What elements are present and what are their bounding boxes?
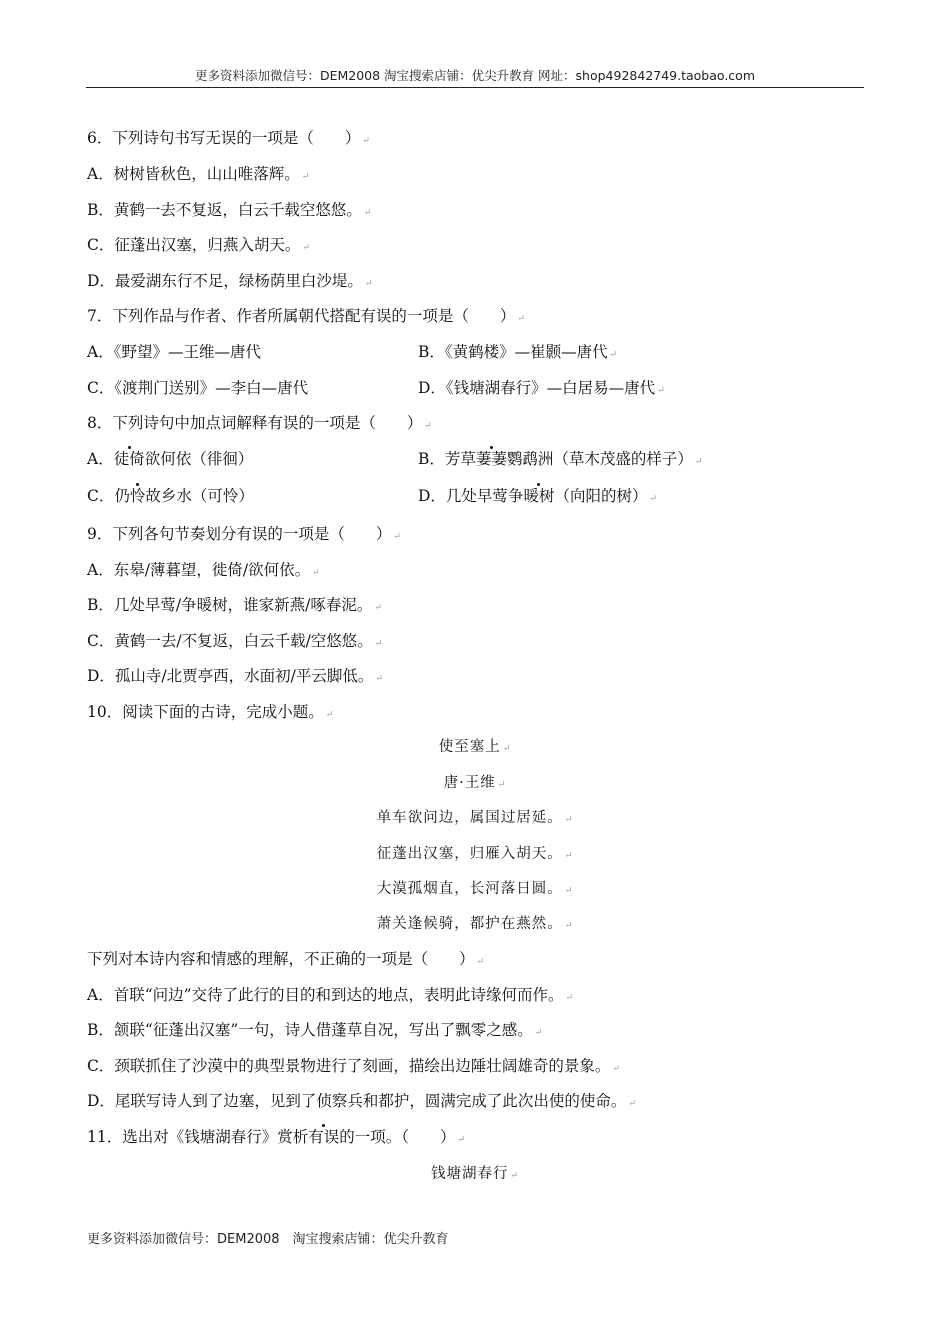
q10-option-c: C．颈联抓住了沙漠中的典型景物进行了刻画，描绘出边陲壮阔雄奇的景象。 ↵ xyxy=(87,1057,620,1075)
q6-option-b: B．黄鹤一去不复返，白云千载空悠悠。 ↵ xyxy=(87,201,372,219)
header-divider xyxy=(86,87,864,88)
poem-line: 萧关逢候骑，都护在燕然。 ↵ xyxy=(376,916,574,932)
q9-option-a: A．东皋/薄暮望，徙倚/欲何依。 ↵ xyxy=(87,561,320,579)
emphasis-dotted-word: 徒倚 xyxy=(113,450,145,468)
q8-stem: 8．下列诗句中加点词解释有误的一项是（ ） ↵ xyxy=(87,414,432,432)
poem-title-2: 钱塘湖春行 ↵ xyxy=(430,1166,520,1182)
q9-option-d: D．孤山寺/北贾亭西，水面初/平云脚低。 ↵ xyxy=(87,667,383,685)
q7-option-c: C．《渡荆门送别》—李白—唐代 xyxy=(87,379,309,397)
q9-option-c: C．黄鹤一去/不复返，白云千载/空悠悠。 ↵ xyxy=(87,632,383,650)
page-footer: 更多资料添加微信号：DEM2008 淘宝搜索店铺：优尖升教育 xyxy=(87,1232,449,1247)
emphasis-dotted-word: 有误 xyxy=(308,1128,340,1146)
poem-line: 征蓬出汉塞，归雁入胡天。 ↵ xyxy=(376,846,574,862)
poem-title: 使至塞上 ↵ xyxy=(438,739,512,755)
page-header: 更多资料添加微信号：DEM2008 淘宝搜索店铺：优尖升教育 网址：shop492842749.taobao.com xyxy=(194,68,756,83)
poem-line: 大漠孤烟直，长河落日圆。 ↵ xyxy=(376,881,574,897)
q10-option-a: A．首联“问边”交待了此行的目的和到达的地点，表明此诗缘何而作。 ↵ xyxy=(87,986,574,1004)
q8-option-a: A．徒倚欲何依（徘徊） xyxy=(87,450,254,468)
emphasis-dotted-word: 萋萋 xyxy=(475,450,507,468)
q7-option-d: D．《钱塘湖春行》—白居易—唐代 ↵ xyxy=(418,379,665,397)
poem-author: 唐·王维 ↵ xyxy=(443,775,507,791)
q6-option-c: C．征蓬出汉塞，归燕入胡天。 ↵ xyxy=(87,236,310,254)
q8-option-b: B．芳草萋萋鹦鹉洲（草木茂盛的样子） ↵ xyxy=(418,450,703,468)
q6-option-a: A．树树皆秋色，山山唯落辉。 ↵ xyxy=(87,165,310,183)
emphasis-dotted-word: 怜 xyxy=(129,487,146,505)
q7-option-a: A．《野望》—王维—唐代 xyxy=(87,343,261,361)
q11-stem: 11．选出对《钱塘湖春行》赏析有误的一项。（ ） ↵ xyxy=(87,1128,466,1146)
q10-option-d: D．尾联写诗人到了边塞，见到了侦察兵和都护，圆满完成了此次出使的使命。 ↵ xyxy=(87,1092,636,1110)
q10-option-b: B．颔联“征蓬出汉塞”一句，诗人借蓬草自况，写出了飘零之感。 ↵ xyxy=(87,1021,543,1039)
q7-option-b: B．《黄鹤楼》—崔颢—唐代 ↵ xyxy=(418,343,618,361)
q6-option-d: D．最爱湖东行不足，绿杨荫里白沙堤。 ↵ xyxy=(87,272,373,290)
q9-option-b: B．几处早莺/争暖树，谁家新燕/啄春泥。 ↵ xyxy=(87,596,382,614)
q8-option-d: D．几处早莺争暖树（向阳的树） ↵ xyxy=(418,487,658,505)
q7-stem: 7．下列作品与作者、作者所属朝代搭配有误的一项是（ ） ↵ xyxy=(87,307,525,325)
q10-question: 下列对本诗内容和情感的理解，不正确的一项是（ ） ↵ xyxy=(87,950,485,968)
emphasis-dotted-word: 暖树 xyxy=(523,487,555,505)
q8-option-c: C．仍怜故乡水（可怜） xyxy=(87,487,254,505)
q10-stem: 10．阅读下面的古诗，完成小题。 ↵ xyxy=(87,703,334,721)
q6-stem: 6．下列诗句书写无误的一项是（ ） ↵ xyxy=(87,129,370,147)
q9-stem: 9．下列各句节奏划分有误的一项是（ ） ↵ xyxy=(87,525,401,543)
poem-line: 单车欲问边，属国过居延。 ↵ xyxy=(376,810,574,826)
